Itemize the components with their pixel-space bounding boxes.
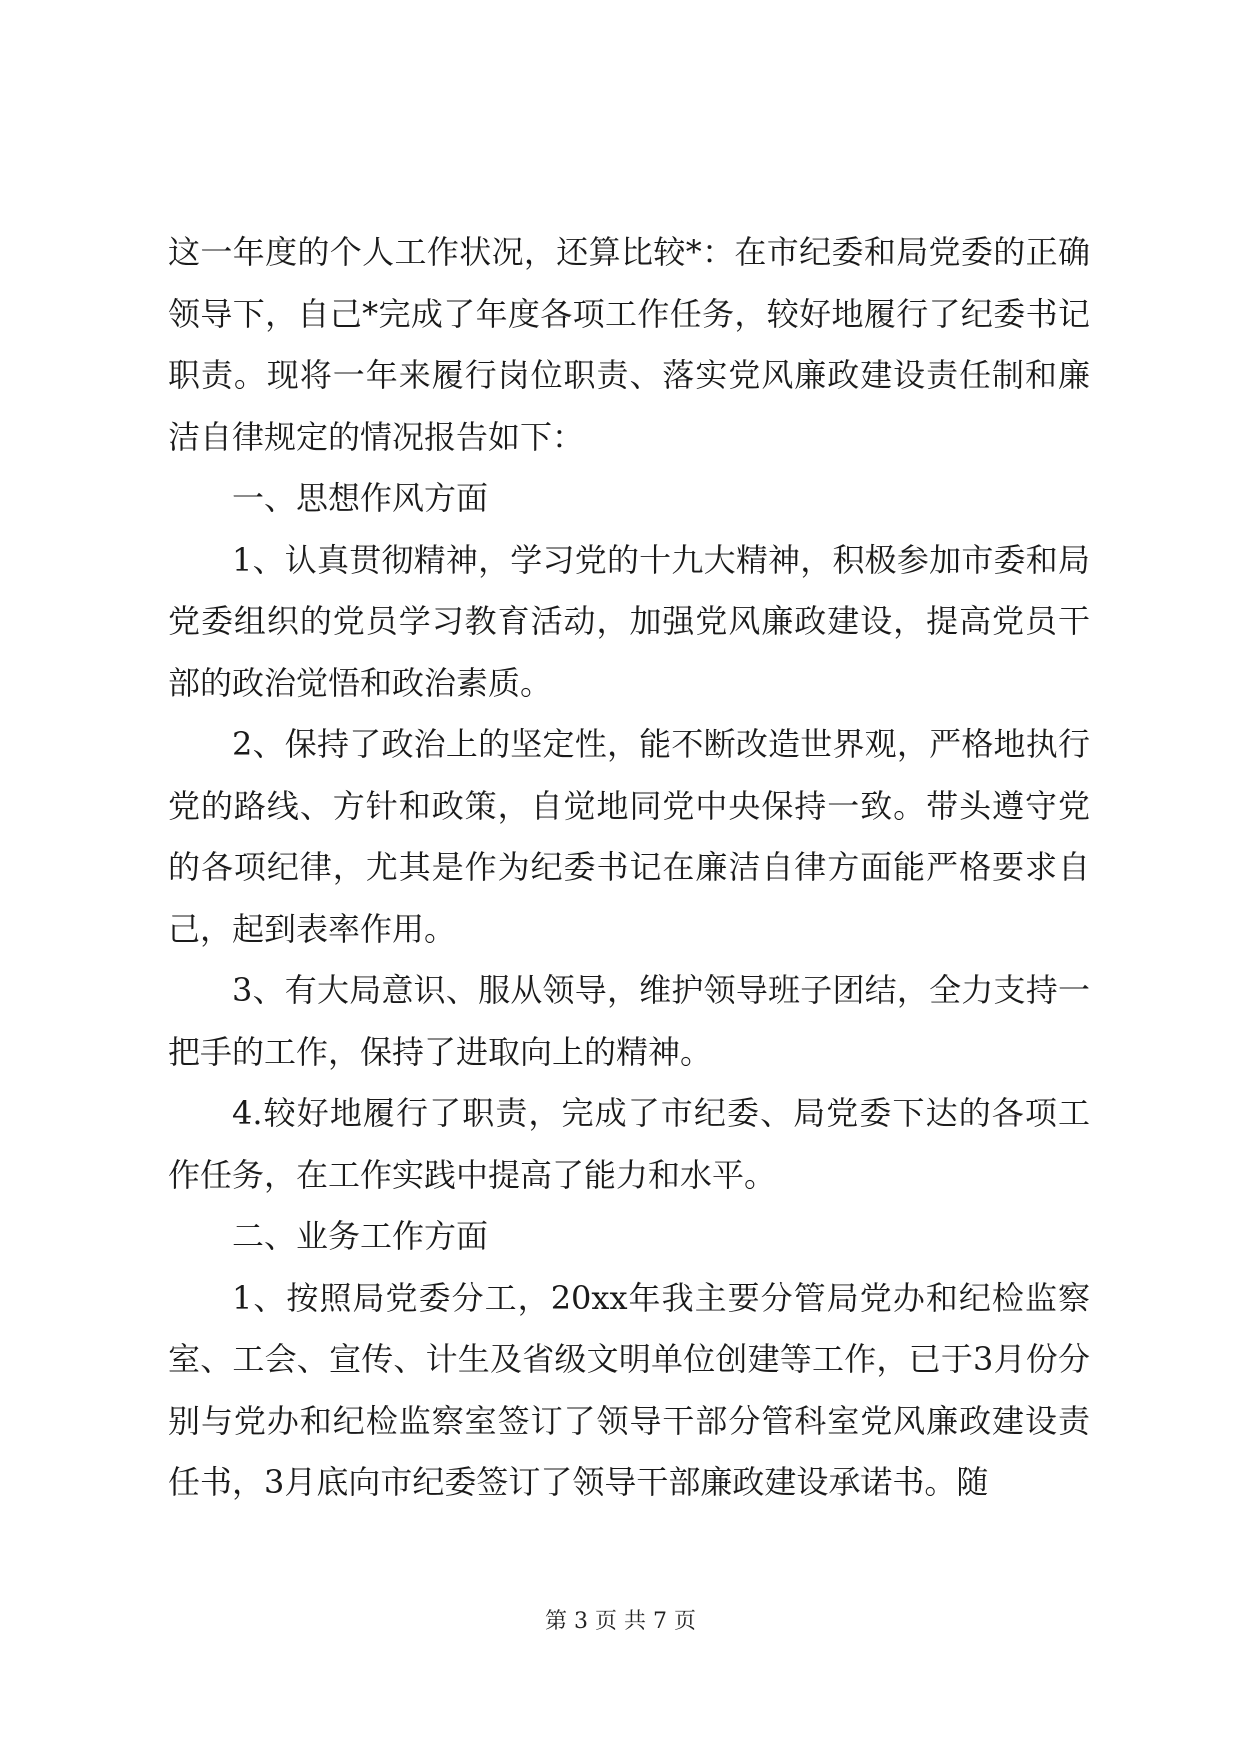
paragraph-intro: 这一年度的个人工作状况，还算比较*：在市纪委和局党委的正确领导下，自己*完成了年度各项工作任务，较好地履行了纪委书记职责。现将一年来履行岗位职责、落实党风廉政建设责任制和廉洁自律规定的情况报告如下： — [168, 233, 1090, 456]
paragraph-ideology-4: 4.较好地履行了职责，完成了市纪委、局党委下达的各项工作任务，在工作实践中提高了能力和水平。 — [168, 1094, 1090, 1194]
document-body — [168, 222, 1090, 1514]
paragraph-business-1: 1、按照局党委分工，20xx年我主要分管局党办和纪检监察室、工会、宣传、计生及省级文明单位创建等工作，已于3月份分别与党办和纪检监察室签订了领导干部分管科室党风廉政建设责任书，3月底向市纪委签订了领导干部廉政建设承诺书。随 — [168, 1278, 1090, 1501]
section-heading-ideology: 一、思想作风方面 — [232, 479, 489, 517]
paragraph-ideology-2: 2、保持了政治上的坚定性，能不断改造世界观，严格地执行党的路线、方针和政策，自觉地同党中央保持一致。带头遵守党的各项纪律，尤其是作为纪委书记在廉洁自律方面能严格要求自己，起到表率作用。 — [168, 725, 1090, 948]
page-number-footer: 第 3 页 共 7 页 — [545, 1609, 696, 1634]
section-heading-business: 二、业务工作方面 — [232, 1217, 489, 1255]
paragraph-ideology-1: 1、认真贯彻精神，学习党的十九大精神，积极参加市委和局党委组织的党员学习教育活动，加强党风廉政建设，提高党员干部的政治觉悟和政治素质。 — [168, 540, 1090, 702]
paragraph-ideology-3: 3、有大局意识、服从领导，维护领导班子团结，全力支持一把手的工作，保持了进取向上的精神。 — [168, 971, 1090, 1071]
